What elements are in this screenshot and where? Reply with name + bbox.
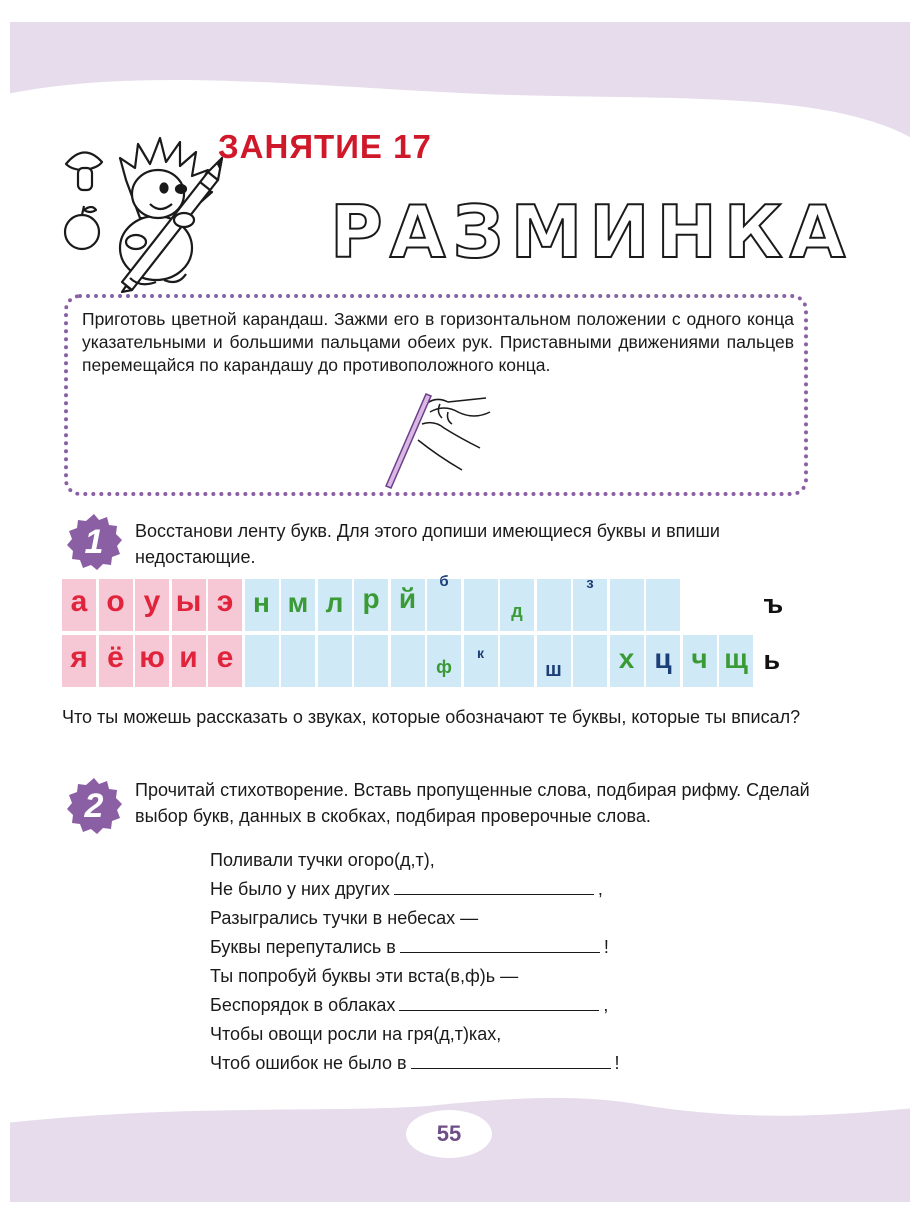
letter: и xyxy=(179,641,198,674)
poem-line-punctuation: ! xyxy=(614,1053,620,1073)
poem-line-text: Беспорядок в облаках xyxy=(210,995,396,1015)
lesson-title: ЗАНЯТИЕ 17 xyxy=(218,128,432,165)
task2-instruction: Прочитай стихотворение. Вставь пропущенные слова, подбирая рифму. Сделай выбор букв, данных в скобках, подбирая проверочные слова. xyxy=(135,780,810,826)
vowel-cell xyxy=(135,635,169,687)
letter: з xyxy=(586,575,594,592)
vowel-cell xyxy=(62,579,96,631)
consonant-cell xyxy=(427,635,461,687)
consonant-cell xyxy=(354,579,388,631)
consonant-cell xyxy=(683,635,717,687)
poem-line xyxy=(210,1049,710,1078)
poem-line-text: Чтобы овощи росли на гря(д,т)ках, xyxy=(210,1024,502,1044)
vowel-cell xyxy=(62,635,96,687)
poem-line-text: Поливали тучки огоро(д,т), xyxy=(210,850,435,870)
consonant-cell xyxy=(573,635,607,687)
letter: э xyxy=(216,585,234,618)
consonant-cell xyxy=(610,579,644,631)
letter: х xyxy=(618,643,635,674)
consonant-cell xyxy=(500,579,534,631)
task1-question: Что ты можешь рассказать о звуках, которые обозначают те буквы, которые ты вписал? xyxy=(62,707,801,727)
letter: ё xyxy=(107,641,124,674)
letter: о xyxy=(106,585,125,618)
poem-line-text: Буквы перепутались в xyxy=(210,937,396,957)
poem-line-punctuation: , xyxy=(603,995,609,1015)
letter: у xyxy=(143,585,161,618)
warmup-instruction-box xyxy=(64,294,808,496)
vowel-cell xyxy=(99,579,133,631)
consonant-cell xyxy=(318,579,352,631)
letter: я xyxy=(70,641,88,674)
letter: б xyxy=(439,573,449,590)
letter: ц xyxy=(654,643,672,674)
warmup-instruction-text: Приготовь цветной карандаш. Зажми его в горизонтальном положении с одного конца указательными и большими пальцами обеих рук. Приставными движениями пальцев перемещайся по карандашу до противоположного конца. xyxy=(82,309,794,375)
consonant-cell xyxy=(464,635,498,687)
letter: ю xyxy=(139,641,165,674)
poem-line xyxy=(210,962,710,991)
consonant-cell xyxy=(281,635,315,687)
end-letter: ъ xyxy=(763,589,784,619)
consonant-cell xyxy=(646,579,680,631)
answer-blank[interactable] xyxy=(399,992,599,1011)
vowel-cell xyxy=(172,635,206,687)
consonant-cell xyxy=(354,635,388,687)
hedgehog-pencil-illustration xyxy=(60,128,230,293)
letter: ш xyxy=(545,659,562,681)
letter: й xyxy=(398,583,417,614)
consonant-cell xyxy=(537,579,571,631)
consonant-cell xyxy=(318,635,352,687)
poem-line-punctuation: , xyxy=(597,879,603,899)
consonant-cell xyxy=(464,579,498,631)
letter: ч xyxy=(691,643,708,674)
poem-line xyxy=(210,904,710,933)
task-number-badge-1 xyxy=(64,512,124,572)
answer-blank[interactable] xyxy=(400,934,600,953)
hands-holding-pencil-illustration xyxy=(378,390,498,490)
consonant-cell xyxy=(500,635,534,687)
letter: д xyxy=(511,601,523,621)
task-number-2: 2 xyxy=(84,787,104,825)
poem-line xyxy=(210,875,710,904)
page-number: 55 xyxy=(436,1121,462,1146)
letter: щ xyxy=(724,643,748,674)
consonant-cell xyxy=(281,579,315,631)
poem-line-text: Ты попробуй буквы эти вста(в,ф)ь — xyxy=(210,966,519,986)
consonant-cell xyxy=(245,635,279,687)
page-number-badge xyxy=(406,1110,492,1158)
letter: ы xyxy=(175,585,202,618)
consonant-cell xyxy=(245,579,279,631)
letter-strip xyxy=(62,573,822,691)
answer-blank[interactable] xyxy=(411,1050,611,1069)
consonant-cell xyxy=(391,579,425,631)
letter: р xyxy=(362,583,380,614)
vowel-cell xyxy=(172,579,206,631)
poem-line-punctuation: ! xyxy=(603,937,609,957)
letter: н xyxy=(253,587,270,618)
vowel-cell xyxy=(99,635,133,687)
end-letter: ь xyxy=(763,645,781,675)
section-heading-warmup: РАЗМИНКА xyxy=(330,190,853,274)
letter: а xyxy=(70,585,88,618)
letter: е xyxy=(216,641,234,674)
poem-line-text: Чтоб ошибок не было в xyxy=(210,1053,407,1073)
task1-instruction: Восстанови ленту букв. Для этого допиши имеющиеся буквы и впиши недостающие. xyxy=(135,521,720,567)
poem-line xyxy=(210,1020,710,1049)
poem-line-text: Не было у них других xyxy=(210,879,390,899)
vowel-cell xyxy=(208,579,242,631)
letter: л xyxy=(325,587,344,618)
consonant-cell xyxy=(427,573,461,631)
poem-line xyxy=(210,846,710,875)
consonant-cell xyxy=(719,635,753,687)
poem-line-text: Разыгрались тучки в небесах — xyxy=(210,908,479,928)
consonant-cell xyxy=(391,635,425,687)
poem-line xyxy=(210,991,710,1020)
consonant-cell xyxy=(573,575,607,631)
consonant-cell xyxy=(537,635,571,687)
poem-line xyxy=(210,933,710,962)
task-number-1: 1 xyxy=(84,523,104,561)
answer-blank[interactable] xyxy=(394,876,594,895)
consonant-cell xyxy=(646,635,680,687)
letter: ф xyxy=(436,657,452,677)
task-number-badge-2 xyxy=(64,776,124,836)
vowel-cell xyxy=(208,635,242,687)
consonant-cell xyxy=(610,635,644,687)
poem xyxy=(210,846,710,1078)
letter: м xyxy=(287,587,309,618)
vowel-cell xyxy=(135,579,169,631)
letter: к xyxy=(476,645,484,661)
